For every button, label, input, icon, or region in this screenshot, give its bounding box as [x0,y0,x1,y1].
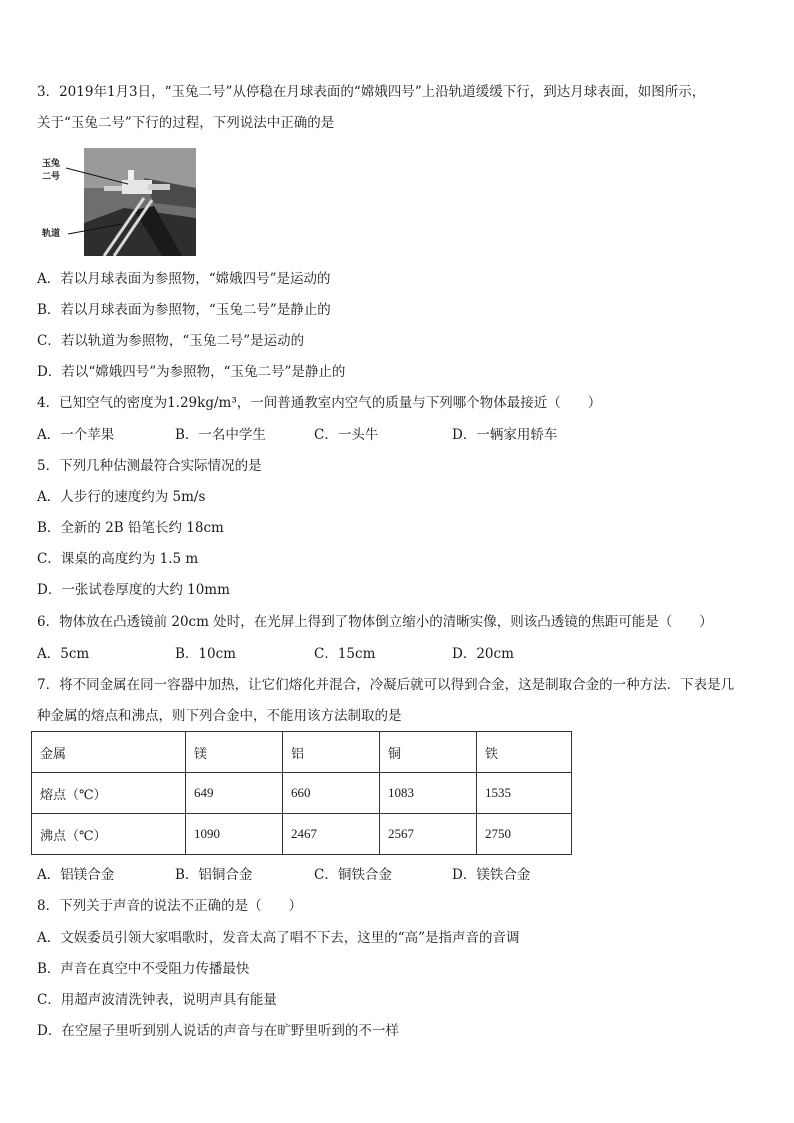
question-5-stem: 5．下列几种估测最符合实际情况的是 [37,458,262,474]
table-row [32,814,572,855]
table-cell: 649 [186,773,283,814]
question-5-option-d: D．一张试卷厚度的大约 10mm [37,582,230,598]
question-6-option-c: C．15cm [314,646,376,662]
question-6-option-b: B．10cm [175,646,236,662]
table-cell: 铝 [283,732,380,773]
question-3-stem-line2: 关于“玉兔二号”下行的过程，下列说法中正确的是 [37,115,335,131]
question-4-option-c: C．一头牛 [314,427,379,443]
question-3-option-b: B．若以月球表面为参照物，“玉兔二号”是静止的 [37,302,331,318]
question-8-option-b: B．声音在真空中不受阻力传播最快 [37,961,250,977]
question-8-stem: 8．下列关于声音的说法不正确的是（ ） [37,898,303,914]
question-4-option-b: B．一名中学生 [175,427,266,443]
table-cell: 镁 [186,732,283,773]
question-6-option-a: A．5cm [37,646,90,662]
question-7-stem-line1: 7．将不同金属在同一容器中加热，让它们熔化并混合，冷凝后就可以得到合金，这是制取合金的一种方法．下表是几 [37,677,735,693]
question-5-option-b: B．全新的 2B 铅笔长约 18cm [37,520,224,536]
question-7-option-d: D．镁铁合金 [452,867,531,883]
question-5-option-a: A．人步行的速度约为 5m/s [37,489,206,505]
question-7-stem-line2: 种金属的熔点和沸点，则下列合金中，不能用该方法制取的是 [37,708,402,724]
table-cell: 1090 [186,814,283,855]
table-header-row [32,732,572,773]
question-6-stem: 6．物体放在凸透镜前 20cm 处时，在光屏上得到了物体倒立缩小的清晰实像，则该凸透镜的焦距可能是（ ） [37,614,713,630]
question-4-stem: 4．已知空气的密度为1.29kg/m³，一间普通教室内空气的质量与下列哪个物体最接近（ ） [37,395,602,411]
table-cell: 铜 [380,732,477,773]
question-3-option-a: A．若以月球表面为参照物，“嫦娥四号”是运动的 [37,271,331,287]
table-cell: 660 [283,773,380,814]
table-cell: 1083 [380,773,477,814]
question-4-option-d: D．一辆家用轿车 [452,427,558,443]
question-3-option-c: C．若以轨道为参照物，“玉兔二号”是运动的 [37,333,305,349]
question-7-option-b: B．铝铜合金 [175,867,253,883]
table-row [32,773,572,814]
question-7-option-a: A．铝镁合金 [37,867,115,883]
question-8-option-d: D．在空屋子里听到别人说话的声音与在旷野里听到的不一样 [37,1023,399,1039]
table-cell: 沸点（℃） [32,814,186,855]
question-8-option-a: A．文娱委员引领大家唱歌时，发音太高了唱不下去，这里的“高”是指声音的音调 [37,930,520,946]
question-7-option-c: C．铜铁合金 [314,867,392,883]
table-cell: 2467 [283,814,380,855]
question-5-option-c: C．课桌的高度约为 1.5 m [37,551,199,567]
table-cell: 2750 [477,814,572,855]
question-3-stem-line1: 3．2019年1月3日，“玉兔二号”从停稳在月球表面的“嫦娥四号”上沿轨道缓缓下行，到达月球表面，如图所示， [37,84,706,100]
question-3-option-d: D．若以“嫦娥四号”为参照物，“玉兔二号”是静止的 [37,364,346,380]
question-4-option-a: A．一个苹果 [37,427,115,443]
table-cell: 金属 [32,732,186,773]
question-8-option-c: C．用超声波清洗钟表，说明声具有能量 [37,992,277,1008]
question-6-option-d: D．20cm [452,646,514,662]
table-cell: 2567 [380,814,477,855]
table-cell: 熔点（℃） [32,773,186,814]
table-cell: 1535 [477,773,572,814]
metal-properties-table [31,731,572,855]
figure-label-rover: 玉兔 二号 [42,159,61,182]
figure-label-track: 轨道 [42,229,61,239]
question-3-figure [40,146,200,258]
table-cell: 铁 [477,732,572,773]
